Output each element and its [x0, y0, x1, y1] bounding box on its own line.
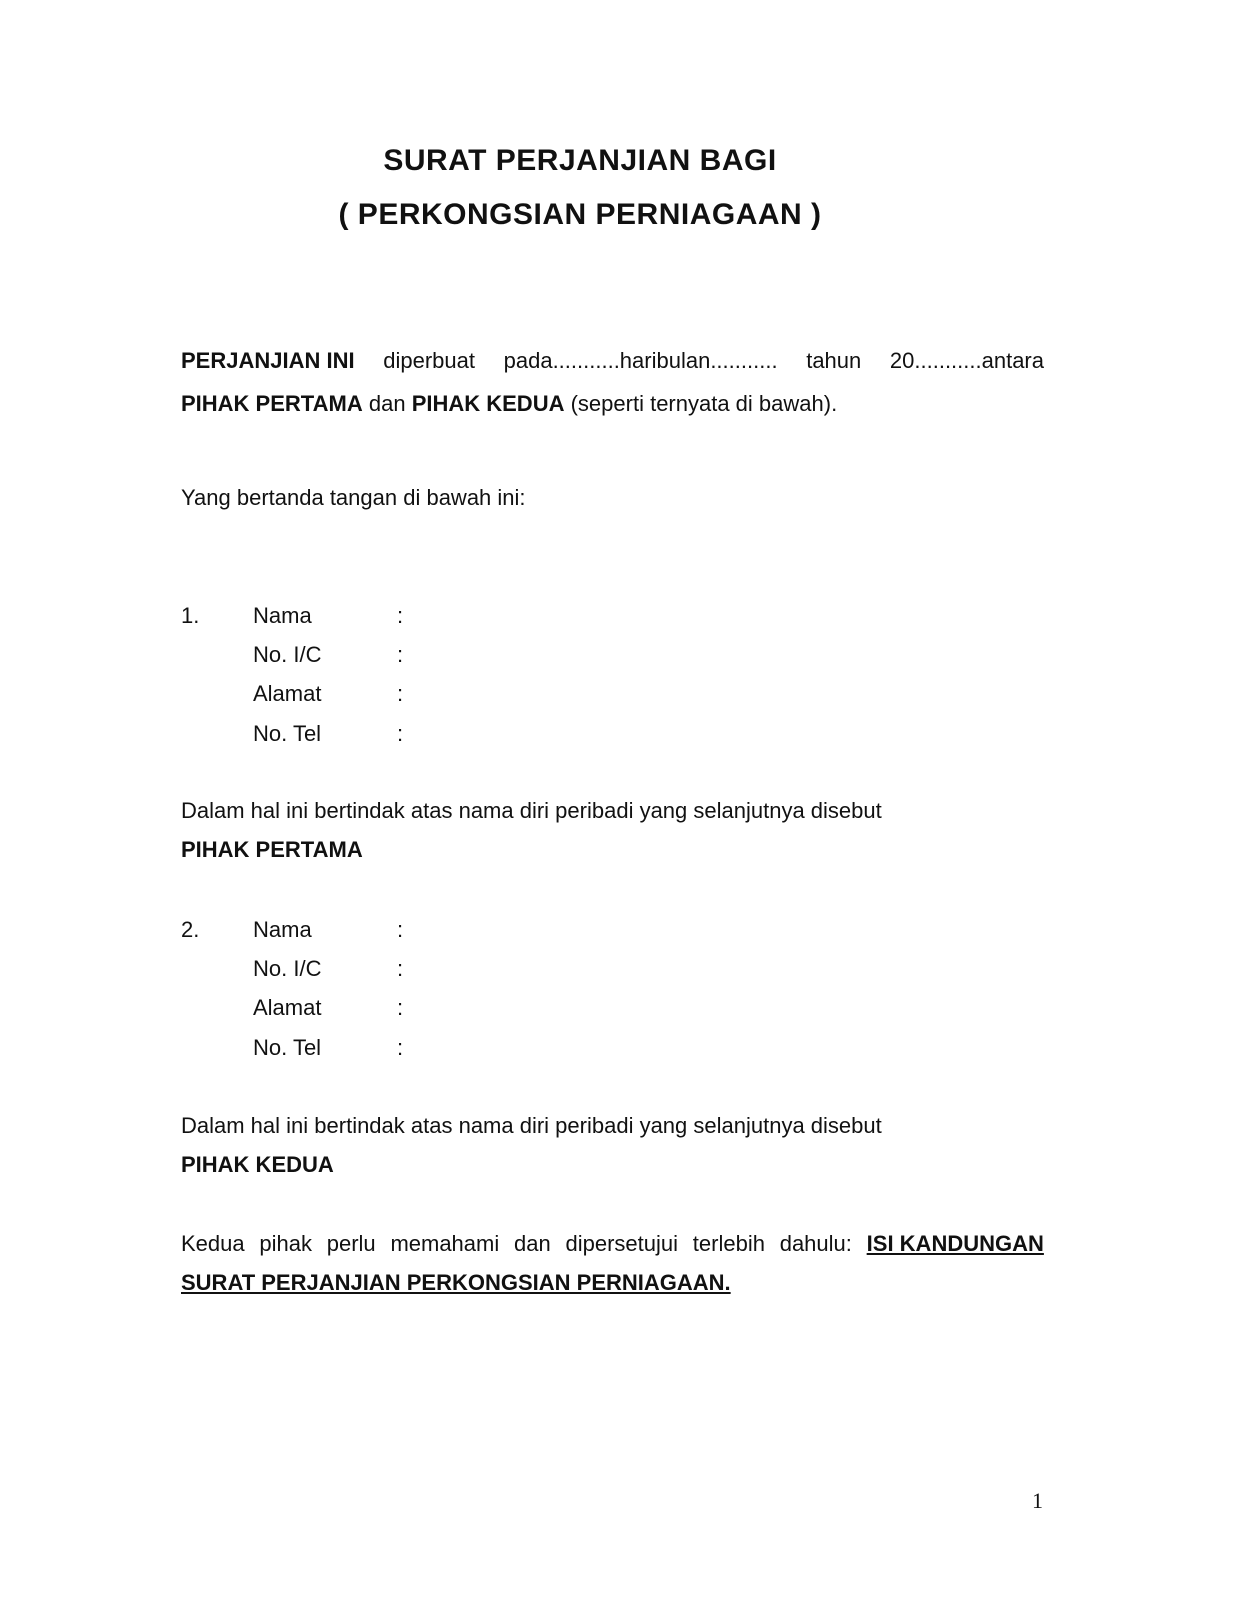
party-one-field-nama: Nama — [253, 603, 312, 628]
party-one-statement: Dalam hal ini bertindak atas nama diri peribadi yang selanjutnya disebut — [181, 798, 882, 823]
closing-line-2 — [181, 1269, 731, 1297]
closing-word: terlebih — [692, 1231, 765, 1256]
party-two-field-ic: No. I/C — [253, 956, 322, 981]
party-first-label: PIHAK PERTAMA — [181, 391, 363, 416]
party-one-field-tel: No. Tel — [253, 721, 322, 746]
closing-word: perlu — [326, 1231, 376, 1256]
colon: : — [397, 681, 404, 706]
closing-word: dipersetujui — [565, 1231, 679, 1256]
closing-word: memahami — [390, 1231, 500, 1256]
closing-line-1 — [181, 1230, 1044, 1258]
colon: : — [397, 917, 404, 942]
closing-underlined-2: SURAT PERJANJIAN PERKONGSIAN PERNIAGAAN. — [181, 1270, 731, 1295]
intro-bold-label: PERJANJIAN INI — [181, 348, 355, 373]
party-one-number: 1. — [181, 603, 200, 628]
document-title: SURAT PERJANJIAN BAGI — [383, 144, 777, 177]
party-two-field-tel: No. Tel — [253, 1035, 322, 1060]
intro-word: pada...........haribulan........... — [503, 348, 778, 373]
page-number: 1 — [1032, 1488, 1043, 1513]
closing-word: dan — [514, 1231, 551, 1256]
colon: : — [397, 956, 404, 981]
party-two-number: 2. — [181, 917, 200, 942]
colon: : — [397, 603, 404, 628]
closing-word: dahulu: — [779, 1231, 852, 1256]
intro-word: 20...........antara — [889, 348, 1044, 373]
closing-underlined-1: ISI KANDUNGAN — [866, 1231, 1044, 1256]
intro-word: tahun — [806, 348, 862, 373]
colon: : — [397, 1035, 404, 1060]
colon: : — [397, 995, 404, 1020]
intro-word: diperbuat — [383, 348, 475, 373]
party-two-statement: Dalam hal ini bertindak atas nama diri peribadi yang selanjutnya disebut — [181, 1113, 882, 1138]
signed-below-text: Yang bertanda tangan di bawah ini: — [181, 485, 526, 510]
party-one-designation: PIHAK PERTAMA — [181, 837, 363, 862]
party-second-label: PIHAK KEDUA — [411, 391, 565, 416]
party-two-field-alamat: Alamat — [253, 995, 322, 1020]
colon: : — [397, 642, 404, 667]
intro-word: dan — [368, 391, 406, 416]
intro-line-1 — [181, 347, 1044, 375]
party-two-field-nama: Nama — [253, 917, 312, 942]
document-subtitle: ( PERKONGSIAN PERNIAGAAN ) — [338, 198, 822, 231]
closing-word: Kedua — [181, 1231, 245, 1256]
intro-rest: (seperti ternyata di bawah). — [570, 391, 838, 416]
party-one-field-ic: No. I/C — [253, 642, 322, 667]
intro-line-2 — [181, 390, 837, 418]
closing-word: pihak — [259, 1231, 312, 1256]
colon: : — [397, 721, 404, 746]
party-one-field-alamat: Alamat — [253, 681, 322, 706]
party-two-designation: PIHAK KEDUA — [181, 1152, 334, 1177]
